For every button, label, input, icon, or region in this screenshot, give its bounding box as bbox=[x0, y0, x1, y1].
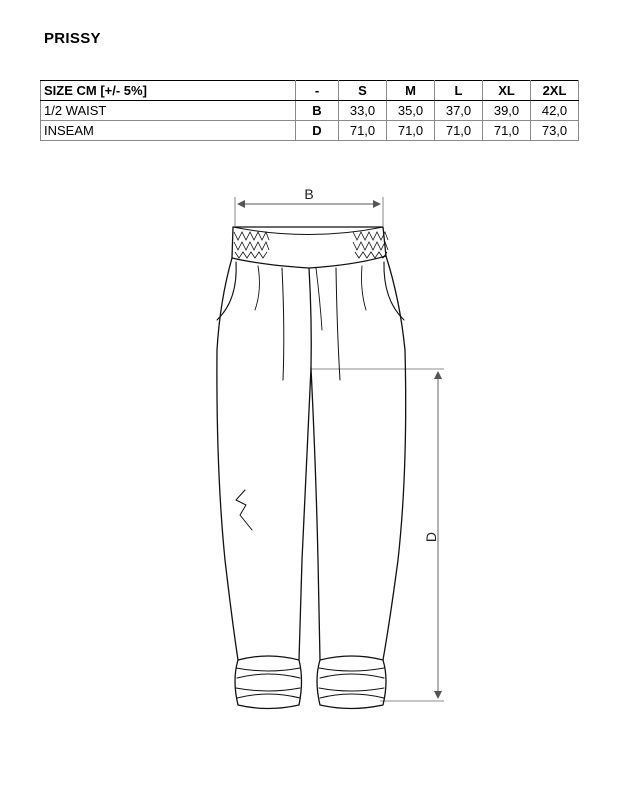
header-size-xl: XL bbox=[483, 81, 531, 101]
row-value: 71,0 bbox=[387, 121, 435, 141]
row-label: 1/2 WAIST bbox=[41, 101, 296, 121]
pants-outline bbox=[217, 227, 406, 709]
row-label: INSEAM bbox=[41, 121, 296, 141]
header-size-s: S bbox=[339, 81, 387, 101]
waist-dimension-label: B bbox=[304, 186, 314, 202]
row-value: 71,0 bbox=[435, 121, 483, 141]
row-value: 33,0 bbox=[339, 101, 387, 121]
header-code: - bbox=[296, 81, 339, 101]
header-size-2xl: 2XL bbox=[531, 81, 579, 101]
row-value: 71,0 bbox=[483, 121, 531, 141]
row-code: D bbox=[296, 121, 339, 141]
row-value: 73,0 bbox=[531, 121, 579, 141]
inseam-dimension bbox=[312, 369, 444, 701]
waist-dimension bbox=[235, 186, 383, 226]
row-value: 35,0 bbox=[387, 101, 435, 121]
header-size-m: M bbox=[387, 81, 435, 101]
product-title: PRISSY bbox=[44, 30, 101, 47]
waistband-smocking bbox=[234, 232, 388, 258]
inseam-dimension-label: D bbox=[423, 531, 439, 543]
row-value: 42,0 bbox=[531, 101, 579, 121]
header-size-l: L bbox=[435, 81, 483, 101]
row-value: 71,0 bbox=[339, 121, 387, 141]
header-label: SIZE CM [+/- 5%] bbox=[41, 81, 296, 101]
row-value: 37,0 bbox=[435, 101, 483, 121]
row-value: 39,0 bbox=[483, 101, 531, 121]
row-code: B bbox=[296, 101, 339, 121]
